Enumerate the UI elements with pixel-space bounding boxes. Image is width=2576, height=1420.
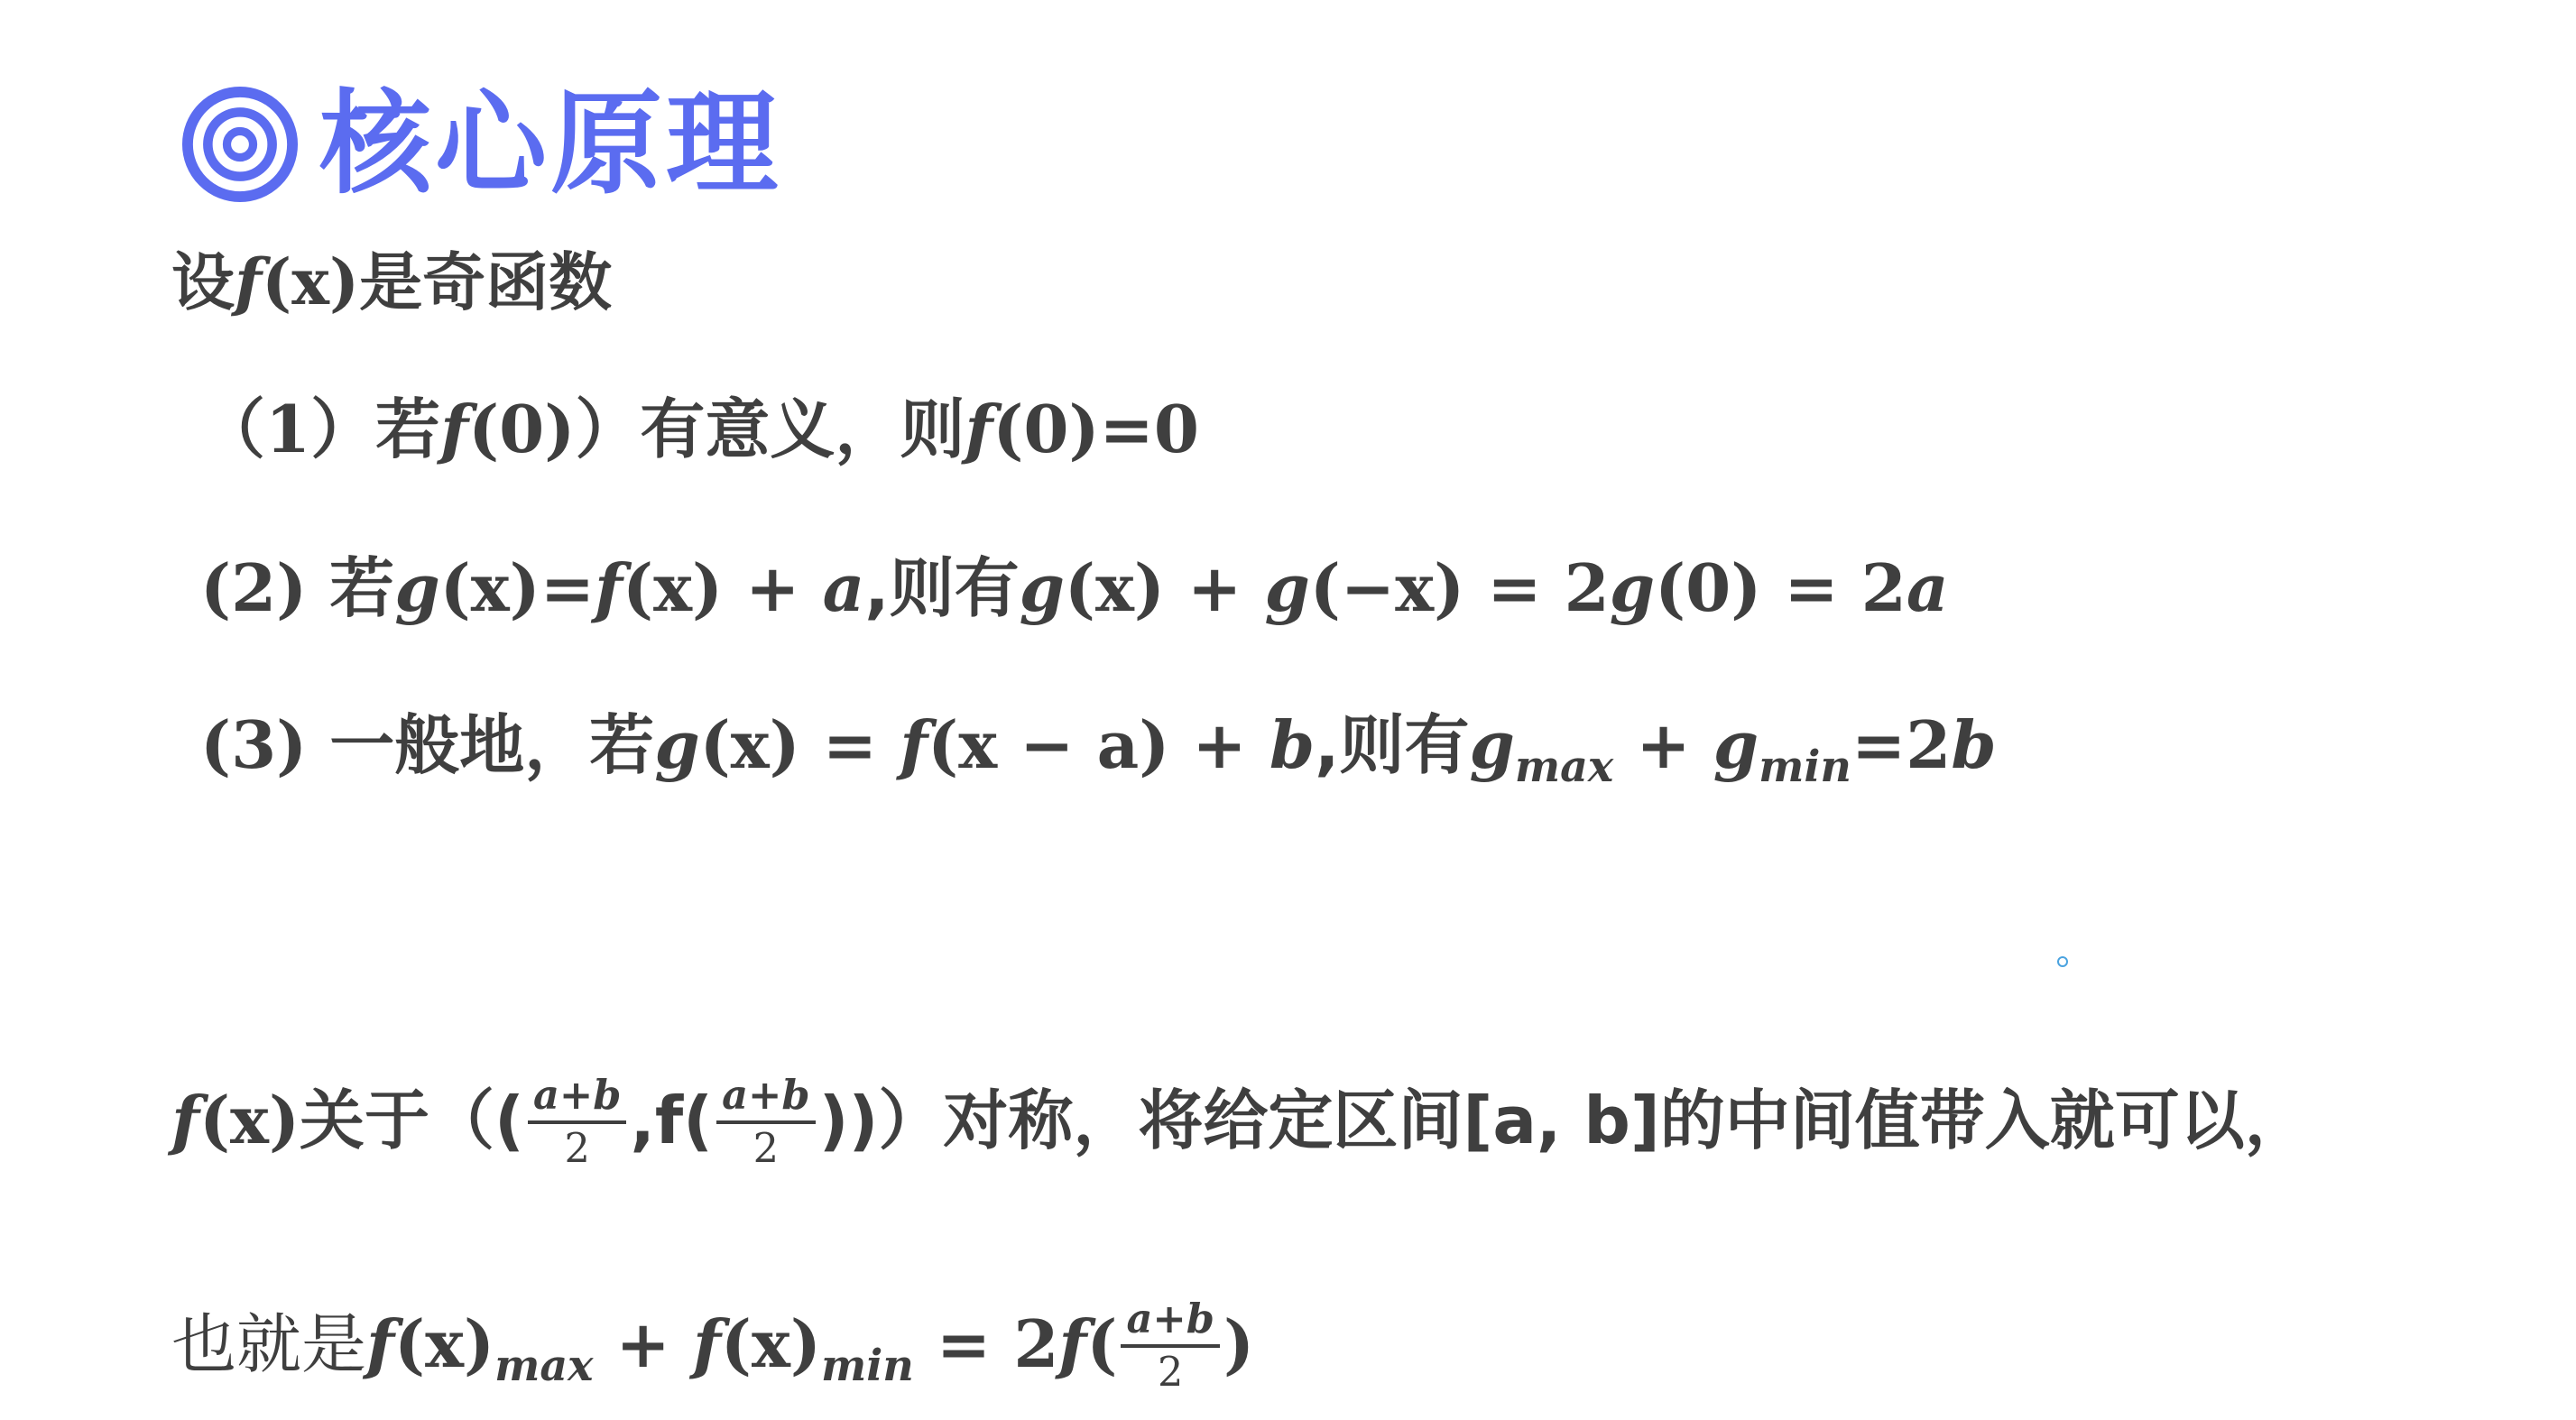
- symm-close: ))）对称，将给定区间[a, b]的中间值带入就可以，: [818, 1082, 2310, 1158]
- item2-a2: a: [1906, 549, 1949, 626]
- item2-f1: f: [595, 549, 623, 626]
- symm-about: 关于（(: [300, 1082, 524, 1158]
- item2-a1: a: [822, 549, 865, 626]
- item2-p1: (x)=: [439, 549, 596, 626]
- section-header: [180, 81, 781, 207]
- item3-eq: =2: [1851, 706, 1952, 783]
- item2-p5: (0) = 2: [1655, 549, 1907, 626]
- item1-p2: (0)=0: [993, 391, 1199, 467]
- item2-mid: ,则有: [864, 550, 1020, 626]
- intro-arg: (x): [262, 244, 360, 319]
- item1-mid: ）有意义，则: [575, 392, 965, 467]
- item2-g3: g: [1264, 549, 1310, 626]
- conclusion-frac-den: 2: [1158, 1348, 1184, 1396]
- property-item-1: [200, 391, 1199, 467]
- item3-p2: (x − a) +: [928, 706, 1270, 783]
- conclusion-f2: f: [692, 1305, 721, 1382]
- symmetry-statement: [171, 1071, 2310, 1176]
- conclusion-sub-min: min: [820, 1341, 914, 1392]
- item1-f2: f: [965, 391, 993, 467]
- item2-g2: g: [1019, 549, 1065, 626]
- conclusion-f1: f: [366, 1305, 394, 1382]
- item3-plus: +: [1613, 706, 1713, 783]
- item3-sub-min: min: [1759, 742, 1851, 793]
- intro-statement: [171, 244, 613, 319]
- item2-cond-prefix: 若: [329, 550, 395, 626]
- property-item-3: [200, 706, 1997, 793]
- conclusion-frac-num: a+b: [1121, 1296, 1220, 1347]
- conclusion-close: ): [1223, 1305, 1255, 1382]
- symm-f: f: [171, 1081, 199, 1158]
- item1-f1: f: [440, 391, 469, 467]
- item3-b2: b: [1951, 706, 1997, 783]
- conclusion-prefix: 也就是: [171, 1305, 367, 1382]
- symm-frac2-num: a+b: [716, 1072, 816, 1123]
- diamond-marker-icon: [2055, 954, 2071, 970]
- item3-f1: f: [900, 706, 928, 783]
- symm-frac1-num: a+b: [528, 1072, 627, 1123]
- item3-g2: g: [1469, 706, 1515, 783]
- item3-g1: g: [654, 706, 700, 783]
- conclusion-plus: +: [593, 1305, 693, 1382]
- property-item-2: [200, 549, 1949, 626]
- symm-fraction-1: [528, 1072, 627, 1172]
- symm-comma-f: ,f(: [630, 1082, 714, 1158]
- conclusion-f3: f: [1058, 1305, 1087, 1382]
- conclusion-fraction: [1121, 1296, 1220, 1396]
- intro-suffix: 是奇函数: [359, 245, 613, 319]
- page-title: 核心原理: [319, 79, 782, 209]
- item3-p1: (x) =: [699, 706, 900, 783]
- item1-label: （1）若: [200, 391, 441, 467]
- item3-g3: g: [1713, 706, 1759, 783]
- item2-p3: (x) +: [1064, 549, 1265, 626]
- conclusion-p1: (x): [394, 1305, 495, 1382]
- item3-label: (3): [200, 706, 330, 783]
- item2-p4: (−x) = 2: [1309, 549, 1610, 626]
- symm-frac2-den: 2: [752, 1124, 780, 1172]
- conclusion-open: (: [1086, 1305, 1118, 1382]
- intro-prefix: 设: [171, 245, 235, 319]
- symm-frac1-den: 2: [564, 1124, 590, 1172]
- symm-arg: (x): [199, 1081, 300, 1158]
- item2-g1: g: [394, 549, 440, 626]
- conclusion-statement: [171, 1295, 1255, 1399]
- item3-cond-prefix: 一般地，若: [329, 707, 655, 783]
- item2-p2: (x) +: [623, 549, 823, 626]
- intro-func: f: [235, 244, 263, 319]
- item3-sub-max: max: [1514, 742, 1614, 793]
- target-icon: [180, 85, 300, 204]
- item2-label: (2): [200, 549, 330, 626]
- item1-p1: (0): [468, 391, 576, 467]
- item2-g4: g: [1609, 549, 1656, 626]
- conclusion-sub-max: max: [494, 1341, 594, 1392]
- symm-fraction-2: [716, 1072, 816, 1172]
- conclusion-eq: = 2: [913, 1305, 1059, 1382]
- item3-mid: ,则有: [1315, 707, 1470, 783]
- item3-b1: b: [1269, 706, 1316, 783]
- conclusion-p2: (x): [720, 1305, 821, 1382]
